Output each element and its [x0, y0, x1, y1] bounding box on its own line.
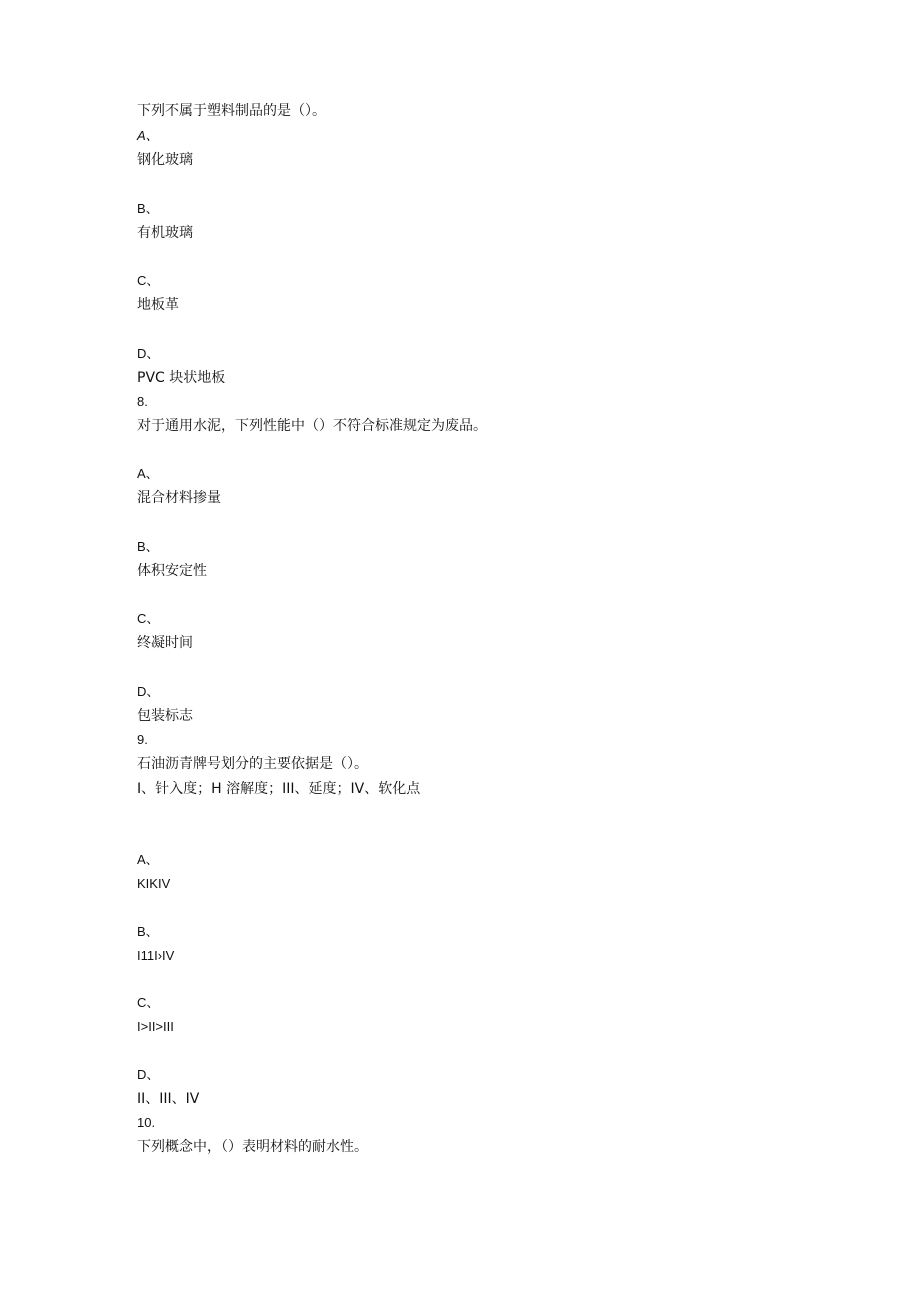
q9-option-b-text: I11I›IV	[137, 948, 175, 963]
q8-option-d-label: D、	[137, 684, 160, 699]
q9-option-a-label: A、	[137, 852, 159, 867]
q8-option-a-text: 混合材料掺量	[137, 490, 221, 506]
question-9-stem: 石油沥青牌号划分的主要依据是（）。	[137, 756, 368, 772]
q7-option-d-label: D、	[137, 346, 160, 361]
question-8-stem: 对于通用水泥，下列性能中（）不符合标准规定为废品。	[137, 418, 487, 434]
question-10-number: 10.	[137, 1115, 156, 1130]
q9-option-d-label: D、	[137, 1067, 160, 1082]
q8-option-b-text: 体积安定性	[137, 563, 207, 579]
q7-option-b-label: B、	[137, 201, 159, 216]
q7-option-d-text: PVC 块状地板	[137, 370, 226, 386]
q8-option-c-label: C、	[137, 611, 160, 626]
q8-option-d-text: 包装标志	[137, 708, 193, 724]
q7-option-a-text: 钢化玻璃	[137, 152, 193, 168]
question-7-stem: 下列不属于塑料制品的是（）。	[137, 103, 326, 119]
q9-option-a-text: KIKIV	[137, 876, 171, 891]
q7-option-b-text: 有机玻璃	[137, 225, 193, 241]
q8-option-c-text: 终凝时间	[137, 635, 193, 651]
question-10-stem: 下列概念中，（）表明材料的耐水性。	[137, 1139, 368, 1155]
q7-option-c-label: C、	[137, 273, 160, 288]
q7-option-c-text: 地板革	[137, 297, 179, 313]
q9-option-c-text: I>II>III	[137, 1019, 174, 1034]
question-9-number: 9.	[137, 732, 148, 747]
question-8-number: 8.	[137, 394, 148, 409]
q8-option-b-label: B、	[137, 539, 159, 554]
q9-option-b-label: B、	[137, 924, 159, 939]
q8-option-a-label: A、	[137, 466, 159, 481]
q7-option-a-label: A、	[137, 128, 159, 143]
question-9-note: I、针入度；H 溶解度；III、延度；IV、软化点	[137, 781, 421, 797]
q9-option-c-label: C、	[137, 995, 160, 1010]
q9-option-d-text: II、III、IV	[137, 1091, 200, 1107]
